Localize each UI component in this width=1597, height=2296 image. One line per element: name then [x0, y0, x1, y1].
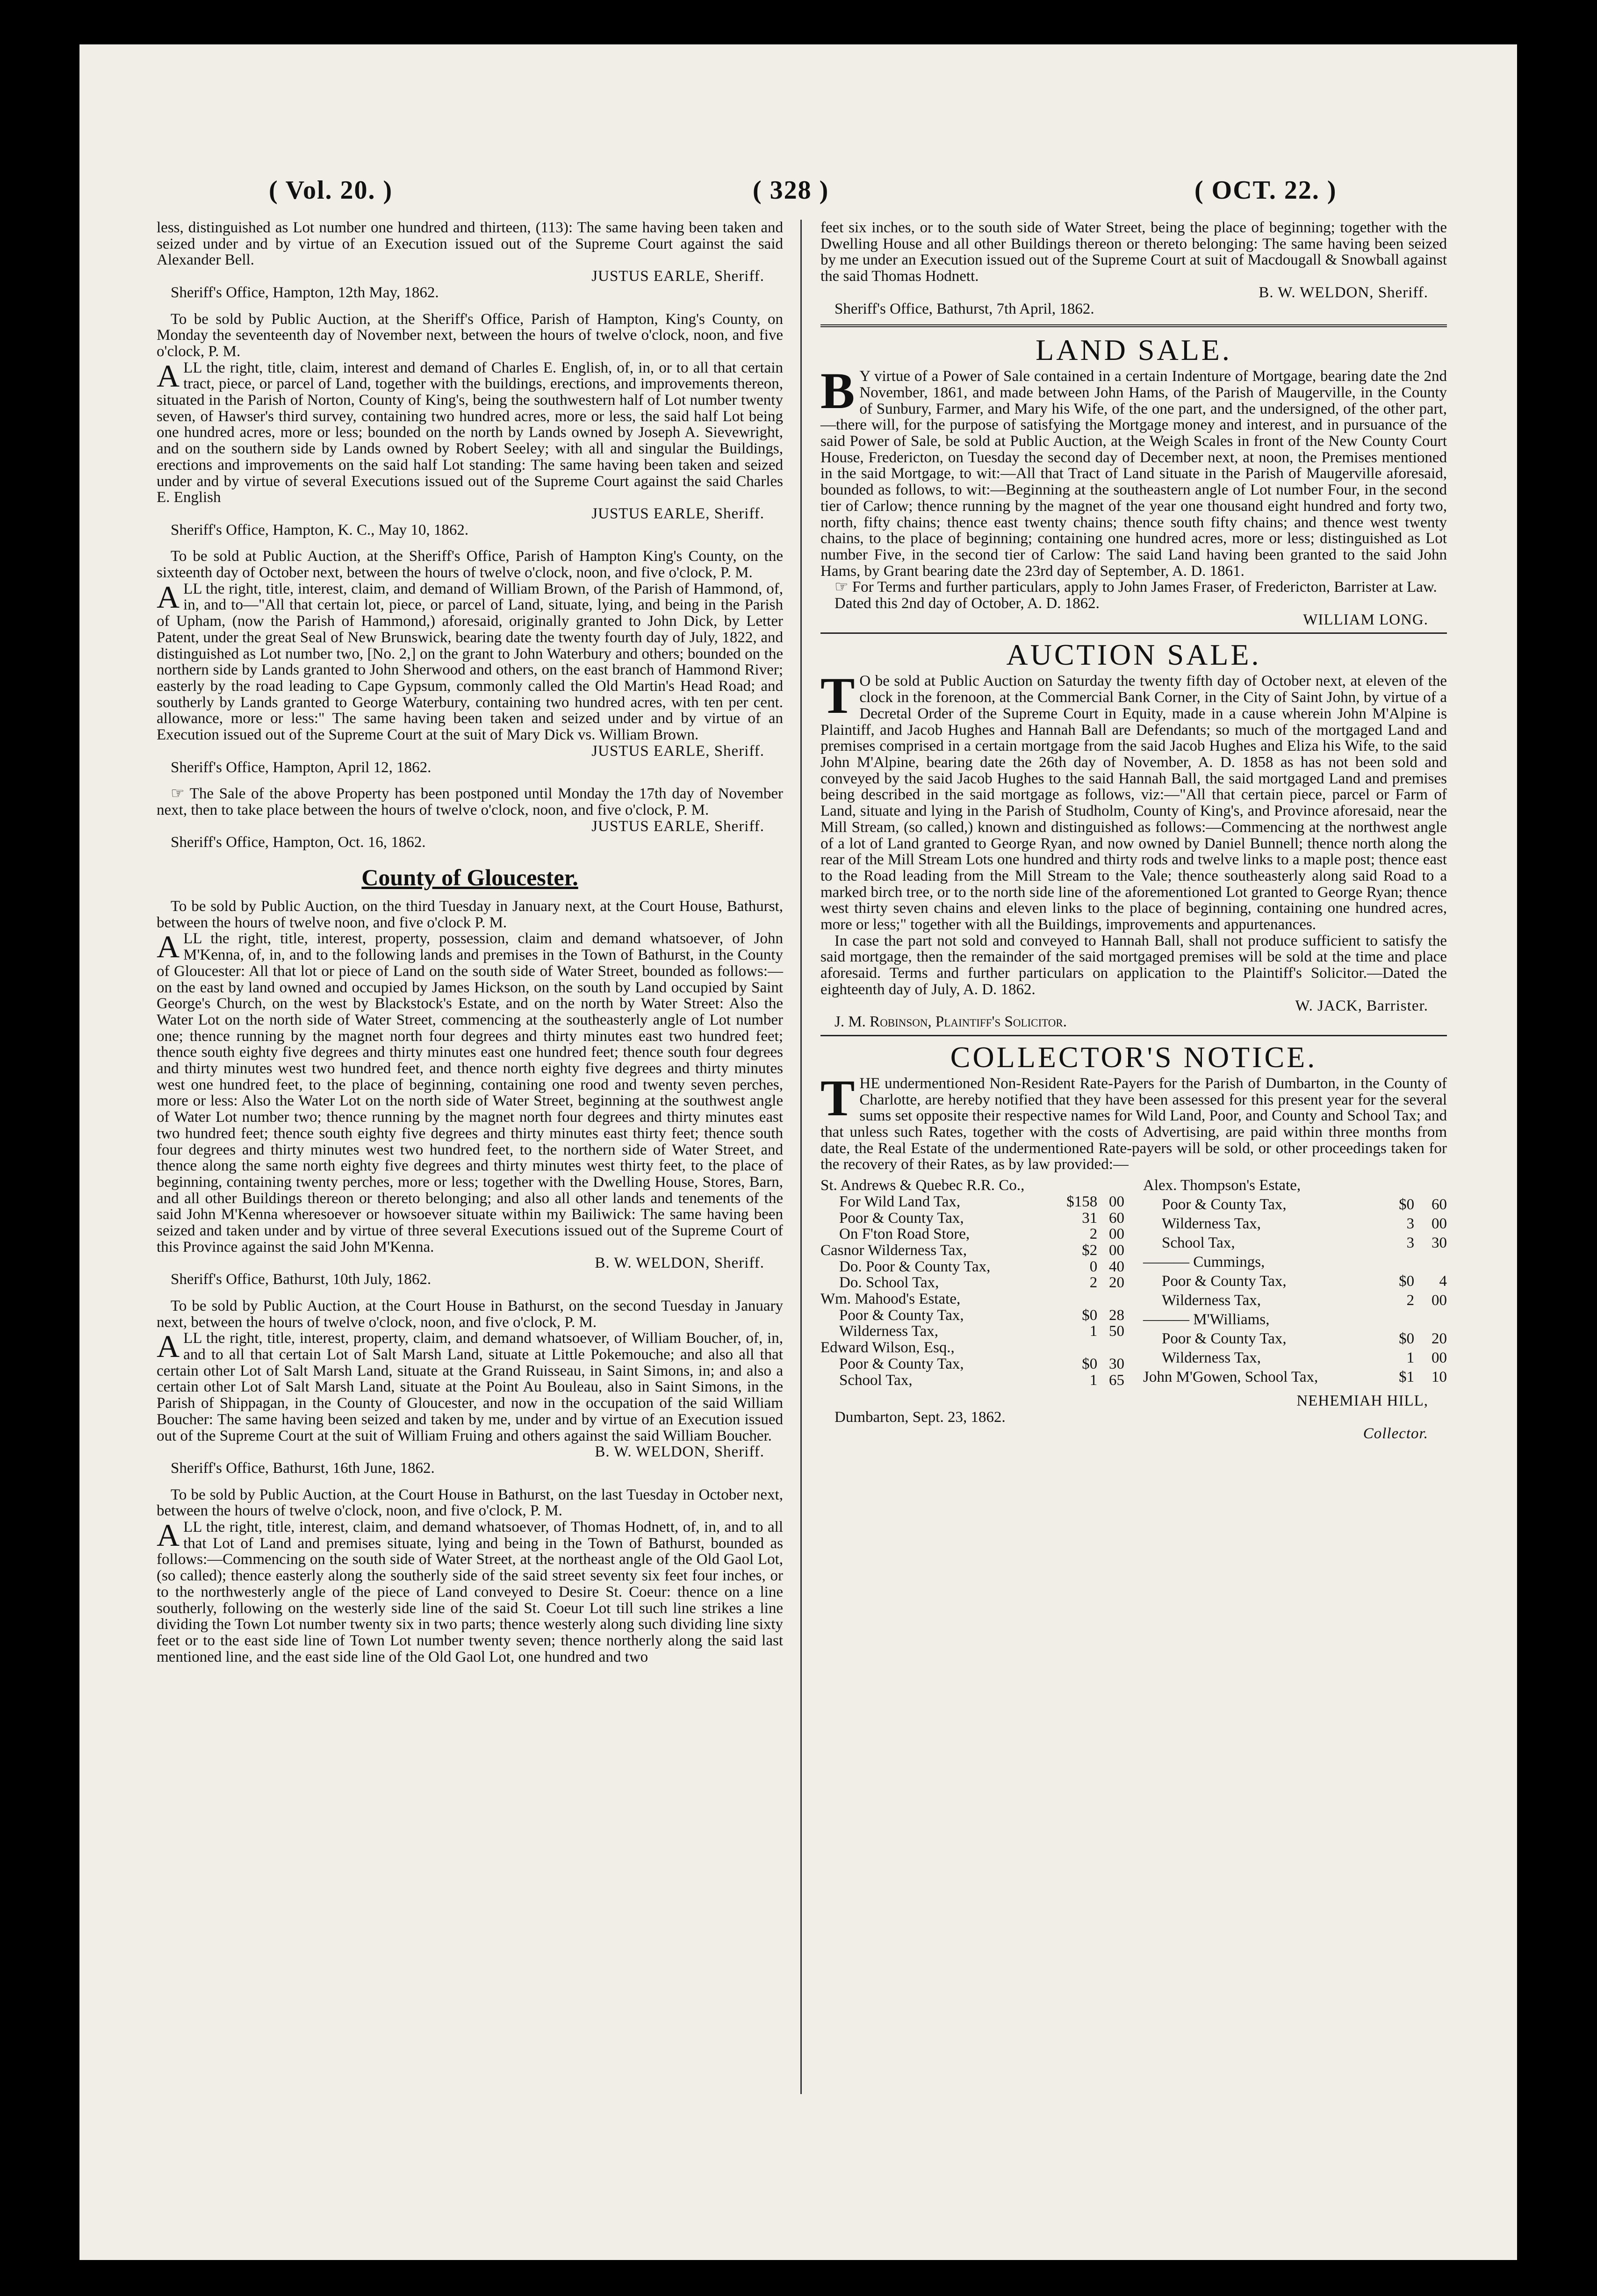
rate-row: [820, 1323, 1124, 1340]
drop-cap: A: [157, 1517, 180, 1553]
auction-body: ALL the right, title, interest, property, claim, and demand whatsoever, of William Boucher, of, in, and to all that certain Lot of Salt Marsh Land, situate at Little Pokemouche; and also all that certain other Lot of Salt Marsh Land, situate at the Grand Ruisseau, in Saint Simons, in; and also a certain other Lot of Salt Marsh Land, situate at the Point Au Bouleau, also in Saint Simons, in the Parish of Shippagan, in the County of Gloucester, and now in the occupation of the said William Boucher: The same having been seized and taken by me, under and by virtue of an Execution issued out of the Supreme Court at the suit of William Fruing and others against the said William Boucher.: [157, 1328, 783, 1444]
rate-cents: 10: [1432, 1369, 1447, 1386]
sheriff-office-date: Sheriff's Office, Hampton, Oct. 16, 1862.: [171, 834, 426, 851]
page-number: ( 328 ): [753, 176, 829, 205]
rate-cents: 30: [1109, 1355, 1124, 1372]
rate-dollars: 3: [1406, 1234, 1415, 1252]
plaintiff-solicitor: J. M. Robinson, Plaintiff's Solicitor.: [834, 1013, 1067, 1031]
collector-role: Collector.: [1363, 1425, 1428, 1442]
rate-name: Do. Poor & County Tax,: [839, 1258, 991, 1275]
rate-dollars: [1392, 1177, 1414, 1197]
rate-cents: 00: [1432, 1292, 1447, 1309]
rate-dollars: $0: [1082, 1306, 1098, 1324]
rate-row: [820, 1356, 1124, 1372]
notice-paragraph: less, distinguished as Lot number one hundred and thirteen, (113): The same having been taken and seized under and by virtue of an Execution issued out of the Supreme Court against the said Alexander Bell.: [157, 219, 783, 269]
rate-name: Wilderness Tax,: [1162, 1292, 1261, 1309]
rate-name: Wm. Mahood's Estate,: [820, 1291, 961, 1308]
sheriff-signature: B. W. WELDON, Sheriff.: [595, 1255, 764, 1272]
rate-row: [1143, 1331, 1447, 1350]
sheriff-office-date: Sheriff's Office, Bathurst, 16th June, 1862.: [171, 1459, 435, 1477]
volume-label: ( Vol. 20. ): [269, 176, 393, 205]
drop-cap: A: [157, 1328, 180, 1364]
sheriff-office-date: Sheriff's Office, Hampton, K. C., May 10, 1862.: [171, 521, 469, 538]
rate-cents: 65: [1109, 1371, 1124, 1389]
section-rule: [820, 632, 1447, 634]
rate-row: [1143, 1369, 1447, 1388]
rate-dollars: 1: [1406, 1349, 1415, 1367]
land-sale-terms: ☞ For Terms and further particulars, apply to John James Fraser, of Fredericton, Barrister at Law.: [834, 579, 1437, 596]
rate-row: [820, 1226, 1124, 1242]
rate-dollars: [1061, 1177, 1097, 1194]
land-sale-title: LAND SALE.: [1036, 333, 1232, 367]
rate-row: [820, 1340, 1124, 1356]
rate-row: [1143, 1177, 1447, 1197]
rate-cents: [1097, 1340, 1124, 1356]
land-sale-signature: WILLIAM LONG.: [1303, 611, 1428, 628]
auction-body: ALL the right, title, interest, property, possession, claim and demand whatsoever, of John M'Kenna, of, in, and to the following lands and premises in the Town of Bathurst, in the County of Gloucester: All that lot or piece of Land on the south side of Water Street, bounded as follows:—on the east by land owned and occupied by James Hickson, on the south by Land occupied by Saint George's Church, on the west by Blackstock's Estate, and on the north by Water Street: Also the Water Lot on the north side of Water Street, commencing at the southeasterly angle of Lot number one; thence running by the magnet north four degrees and thirty minutes east two hundred feet; thence south eighty five degrees and thirty minutes east one hundred feet; thence south four degrees and thirty minutes west two hundred feet, and thence north eighty five degrees and thirty minutes west one hundred feet, to the place of beginning, containing one rood and twenty seven perches, more or less: Also the Water Lot on the north side of Water Street, beginning at the southwest angle of Water Lot number two; thence running by the magnet north four degrees and thirty minutes east two hundred feet; thence south eighty five degrees and thirty minutes east thirty feet; thence south four degrees and thirty minutes west two hundred feet, to the northern side of Water Street, and thence along the same north eighty five degrees and thirty minutes west thirty feet, to the place of beginning, containing twenty perches, more or less; together with the Dwelling House, Stores, Barn, and all other Buildings thereon or thereto belonging; and also all other lands and tenements of the said John M'Kenna wheresoever or howsoever situate within my Bailiwick: The same having been seized and taken under and by virtue of three several Executions issued out of the Supreme Court of this Province against the said John M'Kenna.: [157, 929, 783, 1256]
rate-row: [820, 1307, 1124, 1324]
drop-cap: B: [820, 362, 855, 420]
rate-name: For Wild Land Tax,: [839, 1193, 961, 1210]
rate-row: [820, 1210, 1124, 1227]
auction-body: ALL the right, title, claim, interest and demand of Charles E. English, of, in, or to all that certain tract, piece, or parcel of Land, together with the buildings, erections, and improvements thereon, situated in the Parish of Norton, County of King's, being the southwestern half of Lot number twenty seven, of Hawser's third survey, containing two hundred acres, more or less, the said half Lot being one hundred acres, more or less; bounded on the north by Lands owned by Joseph A. Sievewright, and on the southern side by Lands owned by Robert Seeley; with all and singular the Buildings, erections and improvements on the said half Lot standing: The same having been taken and seized under and by virtue of several Executions issued out of the Supreme Court against the said Charles E. English: [157, 358, 783, 506]
rate-row: [820, 1242, 1124, 1259]
rate-cents: 60: [1109, 1209, 1124, 1227]
sheriff-signature: JUSTUS EARLE, Sheriff.: [591, 818, 764, 835]
rate-name: Alex. Thompson's Estate,: [1143, 1177, 1301, 1194]
drop-cap: A: [157, 358, 180, 394]
rate-dollars: 2: [1089, 1274, 1098, 1292]
rate-cents: 00: [1109, 1226, 1124, 1243]
rate-name: Poor & County Tax,: [1162, 1196, 1287, 1213]
column-divider: [800, 220, 802, 2094]
rate-name: Poor & County Tax,: [839, 1209, 964, 1227]
rate-row: [1143, 1216, 1447, 1235]
county-heading: County of Gloucester.: [361, 864, 578, 891]
rate-cents: 50: [1109, 1323, 1124, 1340]
collector-signature: NEHEMIAH HILL,: [1296, 1392, 1428, 1410]
rate-name: St. Andrews & Quebec R.R. Co.,: [820, 1177, 1025, 1194]
rate-row: [1143, 1197, 1447, 1216]
rate-name: John M'Gowen, School Tax,: [1143, 1369, 1318, 1386]
drop-cap: A: [157, 929, 180, 965]
rate-dollars: 0: [1089, 1258, 1098, 1275]
sheriff-signature: JUSTUS EARLE, Sheriff.: [591, 742, 764, 760]
section-rule: [820, 1035, 1447, 1036]
rate-name: Do. School Tax,: [839, 1274, 939, 1292]
rate-dollars: $158: [1066, 1193, 1098, 1210]
rate-cents: 40: [1109, 1258, 1124, 1275]
rate-name: Edward Wilson, Esq.,: [820, 1339, 955, 1356]
section-rule: [820, 324, 1447, 327]
rate-cents: 00: [1109, 1193, 1124, 1210]
rate-name: Wilderness Tax,: [1162, 1215, 1261, 1233]
drop-cap: T: [820, 667, 855, 725]
rate-cents: 30: [1432, 1234, 1447, 1252]
rate-name: Poor & County Tax,: [1162, 1273, 1287, 1290]
rate-name: Poor & County Tax,: [839, 1355, 964, 1372]
rate-name: Poor & County Tax,: [1162, 1330, 1287, 1348]
drop-cap: A: [157, 579, 180, 615]
rate-row: [820, 1372, 1124, 1389]
collector-notice-date: Dumbarton, Sept. 23, 1862.: [834, 1409, 1006, 1426]
auction-body: ALL the right, title, interest, claim, and demand whatsoever, of Thomas Hodnett, of, in, and to all that Lot of Land and premises situate, lying and being in the Town of Bathurst, bounded as follows:—Commencing on the south side of Water Street, at the northeast angle of the Old Gaol Lot, (so called); thence easterly along the southerly side of the said street seventy six feet four inches, or to the northwesterly angle of the piece of Land conveyed to Desire St. Coeur: thence on a line southerly, following on the westerly side line of the said St. Coeur Lot till such line strikes a line dividing the Town Lot number twenty six in two parts; thence westerly along such dividing line sixty feet or to the east side line of Town Lot number twenty seven; thence northerly along the said last mentioned line, and the east side line of the Old Gaol Lot, one hundred and two: [157, 1517, 783, 1665]
auction-sale-conditions: In case the part not sold and conveyed to Hannah Ball, shall not produce sufficient to satisfy the said mortgage, then the remainder of the said mortgaged premises will be sold at the time and place aforesaid. Terms and further particulars on application to the Plaintiff's Solicitor.—Dated the eighteenth day of July, A. D. 1862.: [820, 932, 1447, 998]
sheriff-signature: B. W. WELDON, Sheriff.: [595, 1443, 764, 1461]
land-sale-body: B Y virtue of a Power of Sale contained in a certain Indenture of Mortgage, bearing date the 2nd November, 1861, and made between John Hams, of the Parish of Maugerville, in the County of Sunbury, Farmer, and Mary his Wife, of the one part, and the undersigned, of the other part,—there will, for the purpose of satisfying the Mortgage money and interest, and in pursuance of the said Power of Sale, be sold at Public Auction, at the Weigh Scales in front of the New County Court House, Fredericton, on Tuesday the second day of December next, at noon, the Premises mentioned in the said Mortgage, to wit:—All that Tract of Land situate in the Parish of Maugerville aforesaid, bounded as follows, to wit:—Beginning at the southeastern angle of Lot number Four, in the second tier of Carlow; thence running by the magnet of the year one thousand eight hundred and forty two, north, fifty chains; thence east twenty chains; thence south fifty chains; and thence west twenty chains, to the place of beginning; containing one hundred acres, more or less; distinguished as Lot number Five, in the second tier of Carlow: The said Land having been granted to the said John Hams, by Grant bearing date the 23rd day of September, A. D. 1861.: [820, 362, 1447, 580]
rate-cents: 00: [1432, 1215, 1447, 1233]
sheriff-office-date: Sheriff's Office, Hampton, April 12, 1862.: [171, 759, 432, 776]
rate-row: [1143, 1292, 1447, 1312]
rate-cents: 00: [1109, 1241, 1124, 1259]
rate-name: Casnor Wilderness Tax,: [820, 1241, 967, 1259]
rate-row: [1143, 1350, 1447, 1369]
rate-cents: [1097, 1177, 1124, 1194]
rate-cents: 20: [1432, 1330, 1447, 1348]
rate-dollars: 31: [1082, 1209, 1098, 1227]
rate-cents: [1414, 1312, 1447, 1331]
rate-cents: [1414, 1177, 1447, 1197]
issue-date: ( OCT. 22. ): [1194, 176, 1337, 205]
rate-cents: 60: [1432, 1196, 1447, 1213]
rate-name: School Tax,: [1162, 1234, 1235, 1252]
sheriff-office-date: Sheriff's Office, Bathurst, 10th July, 1862.: [171, 1271, 432, 1288]
rate-dollars: $0: [1082, 1355, 1098, 1372]
postponement-notice: ☞ The Sale of the above Property has been postponed until Monday the 17th day of November next, then to take place between the hours of twelve o'clock, noon, and five o'clock, P. M.: [157, 785, 783, 818]
left-column: [157, 220, 783, 1665]
rate-dollars: [1392, 1254, 1414, 1273]
rates-table-right: [1143, 1177, 1447, 1388]
auction-intro: To be sold by Public Auction, on the third Tuesday in January next, at the Court House, Bathurst, between the hours of twelve noon, and five o'clock P. M.: [157, 898, 783, 931]
sheriff-signature: JUSTUS EARLE, Sheriff.: [591, 505, 764, 522]
rate-row: [820, 1177, 1124, 1194]
rate-row: [820, 1291, 1124, 1307]
collector-notice-title: COLLECTOR'S NOTICE.: [950, 1040, 1317, 1074]
auction-intro: To be sold by Public Auction, at the Court House in Bathurst, on the second Tuesday in January next, between the hours of twelve o'clock, noon, and five o'clock, P. M.: [157, 1297, 783, 1331]
rate-name: Wilderness Tax,: [839, 1323, 939, 1340]
rate-dollars: 3: [1406, 1215, 1415, 1233]
rate-name: Wilderness Tax,: [1162, 1349, 1261, 1367]
rate-row: [820, 1275, 1124, 1291]
rate-dollars: $0: [1399, 1273, 1415, 1290]
rate-cents: 4: [1439, 1273, 1447, 1290]
auction-intro: To be sold by Public Auction, at the Sheriff's Office, Parish of Hampton, King's County, on Monday the seventeenth day of November next, between the hours of twelve o'clock, noon, and five o'clock, P. M.: [157, 310, 783, 360]
rate-dollars: 2: [1406, 1292, 1415, 1309]
rate-cents: 00: [1432, 1349, 1447, 1367]
rates-table-left: [820, 1177, 1124, 1388]
right-column: [820, 220, 1447, 1442]
rate-cents: [1414, 1254, 1447, 1273]
rate-row: [820, 1259, 1124, 1275]
auction-sale-body: T O be sold at Public Auction on Saturday the twenty fifth day of October next, at eleven of the clock in the forenoon, at the Commercial Bank Corner, in the City of Saint John, by virtue of a Decretal Order of the Supreme Court in Equity, made in a cause wherein John M'Alpine is Plaintiff, and Jacob Hughes and Hannah Ball are Defendants; so much of the mortgaged Land and premises comprised in a certain mortgage from the said Jacob Hughes and Eliza his Wife, to the said John M'Alpine, bearing date the 26th day of November, A. D. 1858 as has not been sold and conveyed by the said Jacob Hughes to the said Hannah Ball, the said mortgaged Land and premises being described in the said mortgage as follows, viz:—"All that certain piece, parcel or Farm of Land, situate and lying in the Parish of Studholm, County of King's, and Province aforesaid, near the Mill Stream, (so called,) known and distinguished as follows:—Commencing at the northwest angle of a lot of Land granted to George Ryan, and now owned by Daniel Bunnell; thence north along the rear of the Mill Stream Lots one hundred and thirty rods and twelve links to a maple post; thence east to the Road leading from the Mill Stream to the Vale; thence southeasterly along said Road to a marked birch tree, or to the north side line of the aforementioned Lot granted to George Ryan; thence west thirty seven chains and eleven links to the place of beginning, containing one hundred acres, more or less;" together with all the Buildings, improvements and appurtenances.: [820, 667, 1447, 933]
rate-name: ——— M'Williams,: [1143, 1311, 1270, 1328]
land-sale-dated: Dated this 2nd day of October, A. D. 1862.: [834, 595, 1100, 612]
sheriff-signature: B. W. WELDON, Sheriff.: [1259, 284, 1428, 301]
collector-notice-body: THE undermentioned Non-Resident Rate-Payers for the Parish of Dumbarton, in the County of Charlotte, are hereby notified that they have been assessed for this present year for the several sums set opposite their respective names for Wild Land, Poor, and County and School Tax; and that unless such Rates, together with the costs of Advertising, are paid within three months from date, the Real Estate of the undermentioned Rate-payers will be sold, or other proceedings taken for the recovery of their Rates, as by law provided:—: [820, 1069, 1447, 1173]
auction-intro: To be sold by Public Auction, at the Court House in Bathurst, on the last Tuesday in October next, between the hours of twelve o'clock, noon, and five o'clock, P. M.: [157, 1486, 783, 1520]
rate-name: On F'ton Road Store,: [839, 1226, 970, 1243]
rate-dollars: [1392, 1312, 1414, 1331]
rate-dollars: 1: [1089, 1323, 1098, 1340]
sheriff-signature: JUSTUS EARLE, Sheriff.: [591, 268, 764, 285]
auction-body: ALL the right, title, interest, claim, and demand of William Brown, of the Parish of Hammond, of, in, and to—"All that certain lot, piece, or parcel of Land, situate, lying, and being in the Parish of Upham, (now the Parish of Hammond,) aforesaid, originally granted to John Dick, by Letter Patent, under the great Seal of New Brunswick, bearing date the twenty fourth day of July, 1822, and distinguished as Lot number two, [No. 2,] on the grant to John Waterbury and others; bounded on the northern side by Lands granted to John Sherwood and others, on the east branch of Hammond River; easterly by the road leading to Cape Gypsum, commonly called the Old Martin's Head Road; and southerly by Lands granted to George Waterbury, containing two hundred acres, with ten per cent. allowance, more or less:" The same having been taken and seized under and by virtue of an Execution issued out of the Supreme Court at the suit of Mary Dick vs. William Brown.: [157, 579, 783, 744]
rate-row: [1143, 1312, 1447, 1331]
rate-cents: 20: [1109, 1274, 1124, 1292]
notice-paragraph: feet six inches, or to the south side of Water Street, being the place of beginning; together with the Dwelling House and all other Buildings thereon or thereto belonging: The same having been seized by me under an Execution issued out of the Supreme Court at suit of Macdougall & Snowball against the said Thomas Hodnett.: [820, 219, 1447, 285]
rate-row: [1143, 1235, 1447, 1254]
rate-cents: [1097, 1291, 1124, 1307]
sheriff-office-date: Sheriff's Office, Hampton, 12th May, 1862.: [171, 284, 439, 301]
rates-table: [820, 1177, 1447, 1388]
rate-row: [1143, 1254, 1447, 1273]
rate-dollars: 1: [1089, 1371, 1098, 1389]
rate-dollars: $0: [1399, 1196, 1415, 1213]
rate-cents: 28: [1109, 1306, 1124, 1324]
auction-intro: To be sold at Public Auction, at the Sheriff's Office, Parish of Hampton King's County, on the sixteenth day of October next, between the hours of twelve o'clock, noon, and five o'clock, P. M.: [157, 548, 783, 581]
rate-name: ——— Cummings,: [1143, 1254, 1265, 1271]
rate-row: [1143, 1273, 1447, 1292]
rate-dollars: [1061, 1340, 1097, 1356]
rate-name: School Tax,: [839, 1371, 913, 1389]
rate-dollars: 2: [1089, 1226, 1098, 1243]
rate-name: Poor & County Tax,: [839, 1306, 964, 1324]
rate-dollars: $2: [1082, 1241, 1098, 1259]
rate-dollars: $1: [1399, 1369, 1415, 1386]
auction-sale-signature: W. JACK, Barrister.: [1295, 997, 1428, 1014]
rate-row: [820, 1194, 1124, 1210]
rate-dollars: [1061, 1291, 1097, 1307]
sheriff-office-date: Sheriff's Office, Bathurst, 7th April, 1862.: [834, 300, 1094, 317]
auction-sale-title: AUCTION SALE.: [1006, 638, 1261, 672]
rate-dollars: $0: [1399, 1330, 1415, 1348]
drop-cap: T: [820, 1069, 855, 1126]
